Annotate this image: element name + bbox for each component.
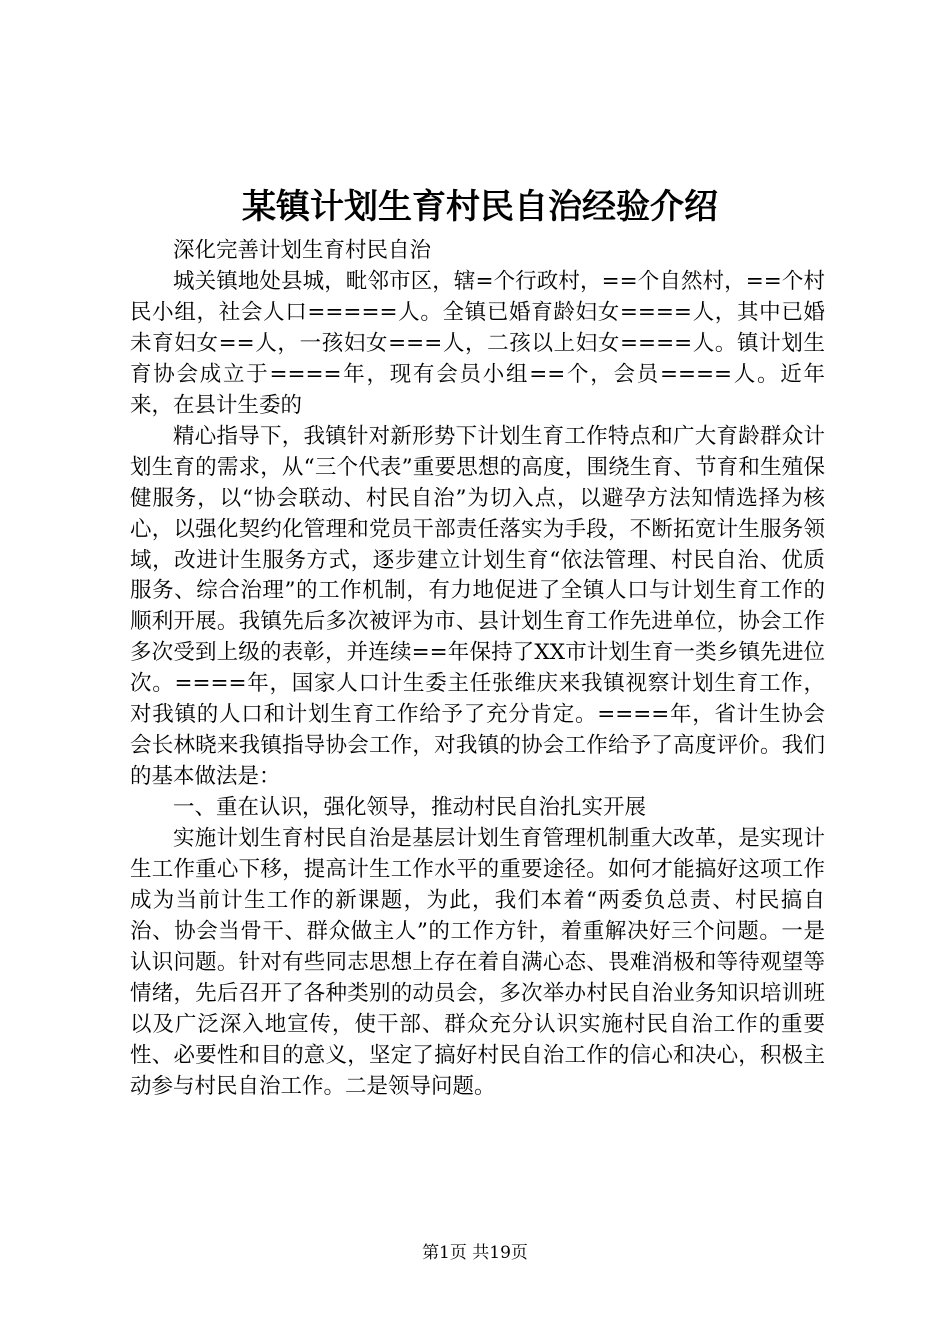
paragraph: 精心指导下，我镇针对新形势下计划生育工作特点和广大育龄群众计划生育的需求，从“三个代表”重要思想的高度，围绕生育、节育和生殖保健服务，以“协会联动、村民自治”为切入点，以避孕方法知情选择为核心，以强化契约化管理和党员干部责任落实为手段，不断拓宽计生服务领域，改进计生服务方式，逐步建立计划生育“依法管理、村民自治、优质服务、综合治理”的工作机制，有力地促进了全镇人口与计划生育工作的顺利开展。我镇先后多次被评为市、县计划生育工作先进单位，协会工作多次受到上级的表彰，并连续==年保持了XX市计划生育一类乡镇先进位次。====年，国家人口计生委主任张维庆来我镇视察计划生育工作，对我镇的人口和计划生育工作给予了充分肯定。====年，省计生协会会长林晓来我镇指导协会工作，对我镇的协会工作给予了高度评价。我们的基本做法是： [130,423,825,790]
document-title: 某镇计划生育村民自治经验介绍 [242,187,718,227]
document-body [130,236,825,1103]
paragraph: 城关镇地处县城，毗邻市区，辖=个行政村，==个自然村，==个村民小组，社会人口=====人。全镇已婚育龄妇女====人，其中已婚未育妇女==人，一孩妇女===人，二孩以上妇女====人。镇计划生育协会成立于====年，现有会员小组==个，会员====人。近年来，在县计生委的 [130,268,825,418]
section-heading: 一、重在认识，强化领导，推动村民自治扎实开展 [173,795,647,821]
page-footer: 第1页 共19页 [422,1243,528,1263]
paragraph-subtitle: 深化完善计划生育村民自治 [173,238,432,263]
paragraph: 实施计划生育村民自治是基层计划生育管理机制重大改革，是实现计生工作重心下移，提高计生工作水平的重要途径。如何才能搞好这项工作成为当前计生工作的新课题，为此，我们本着“两委负总责、村民搞自治、协会当骨干、群众做主人”的工作方针，着重解决好三个问题。一是认识问题。针对有些同志思想上存在着自满心态、畏难消极和等待观望等情绪，先后召开了各种类别的动员会，多次举办村民自治业务知识培训班以及广泛深入地宣传，使干部、群众充分认识实施村民自治工作的重要性、必要性和目的意义，坚定了搞好村民自治工作的信心和决心，积极主动参与村民自治工作。二是领导问题。 [130,826,825,1099]
